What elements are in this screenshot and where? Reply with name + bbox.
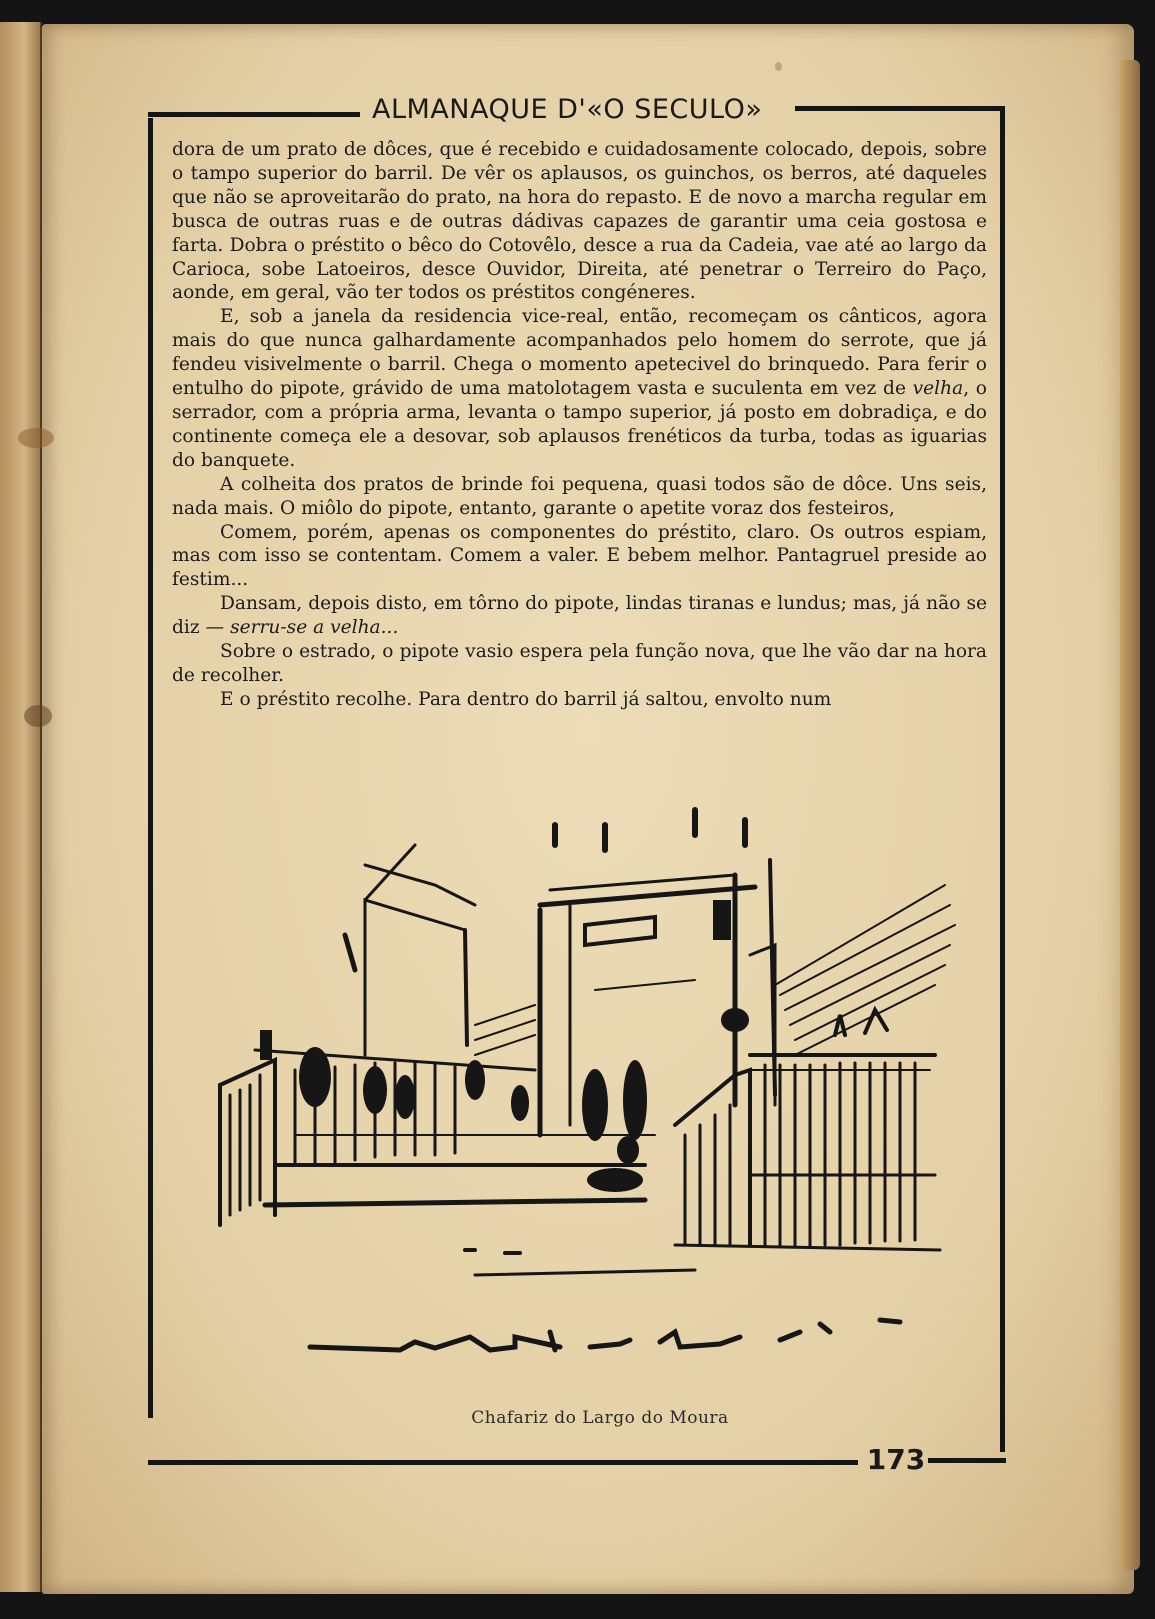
paragraph: Sobre o estrado, o pipote vasio espera pela função nova, que lhe vão dar na hora de recolher. [172, 641, 987, 686]
italic-phrase: serru-se a velha... [230, 617, 399, 639]
header-rule-right [795, 106, 1005, 111]
right-page-edge [1120, 60, 1140, 1570]
paragraph: dora de um prato de dôces, que é recebido e cuidadosamente colocado, depois, sobre o tampo superior do barril. De vêr os aplausos, os guinchos, os berros, até daqueles que não se aproveitarão do prato, na hora do repasto. E de novo a marcha regular em busca de outras ruas e de outras dádivas capazes de garantir uma ceia gostosa e farta. Dobra o préstito o bêco do Cotovêlo, desce a rua da Cadeia, vae até ao largo da Carioca, sobe Latoeiros, desce Ouvidor, Direita, até penetrar o Terreiro do Paço, aonde, em geral, vão ter todos os préstitos congéneres. [172, 139, 987, 304]
paragraph: Comem, porém, apenas os componentes do préstito, claro. Os outros espiam, mas com isso se contentam. Comem a valer. E bebem melhor. Pantagruel preside ao festim... [172, 521, 987, 591]
figure-caption: Chafariz do Largo do Moura [471, 1408, 729, 1428]
footer-rule-left [148, 1460, 858, 1465]
artist-signature [300, 1312, 940, 1372]
paragraph: A colheita dos pratos de brinde foi pequena, quasi todos são de dôce. Uns seis, nada mais. O miôlo do pipote, entanto, garante o apetite voraz dos festeiros, [172, 473, 987, 519]
frame-rule-left [148, 118, 153, 1418]
frame-rule-right [1000, 110, 1005, 1452]
footer-rule-right [928, 1458, 1006, 1463]
paragraph-text: , o serrador, com a própria arma, levanta o tampo superior, já posto em dobradiça, e do continente começa ele a desovar, sob aplausos frenéticos da turba, todas as iguarias do banquete. [172, 378, 987, 471]
paragraph-text: E, sob a janela da residencia vice-real, então, recomeçam os cânticos, agora mais do que nunca galhardamente acompanhados pelo homem do serrote, que já fendeu visivelmente o barril. Chega o momento apetecivel do brinquedo. Para ferir o entulho do pipote, grávido de uma matolotagem vasta e suculenta em vez de [172, 306, 987, 400]
fountain-illustration [175, 805, 985, 1395]
binding-mark [18, 428, 54, 448]
italic-word: velha [912, 378, 964, 400]
article-body [172, 138, 987, 712]
running-title: ALMANAQUE D'«O SECULO» [372, 94, 763, 125]
header-rule-left [148, 112, 360, 117]
paragraph: E o préstito recolhe. Para dentro do barril já saltou, envolto num [220, 688, 832, 710]
ink-spot [775, 62, 782, 71]
paragraph-text: Dansam, depois disto, em tôrno do pipote, lindas tiranas e lundus; mas, já não se diz — [172, 593, 987, 639]
page-number: 173 [866, 1443, 926, 1476]
binding-mark [24, 705, 52, 727]
paragraph [172, 592, 987, 640]
paragraph [172, 305, 987, 472]
left-page-edge [0, 22, 42, 1592]
